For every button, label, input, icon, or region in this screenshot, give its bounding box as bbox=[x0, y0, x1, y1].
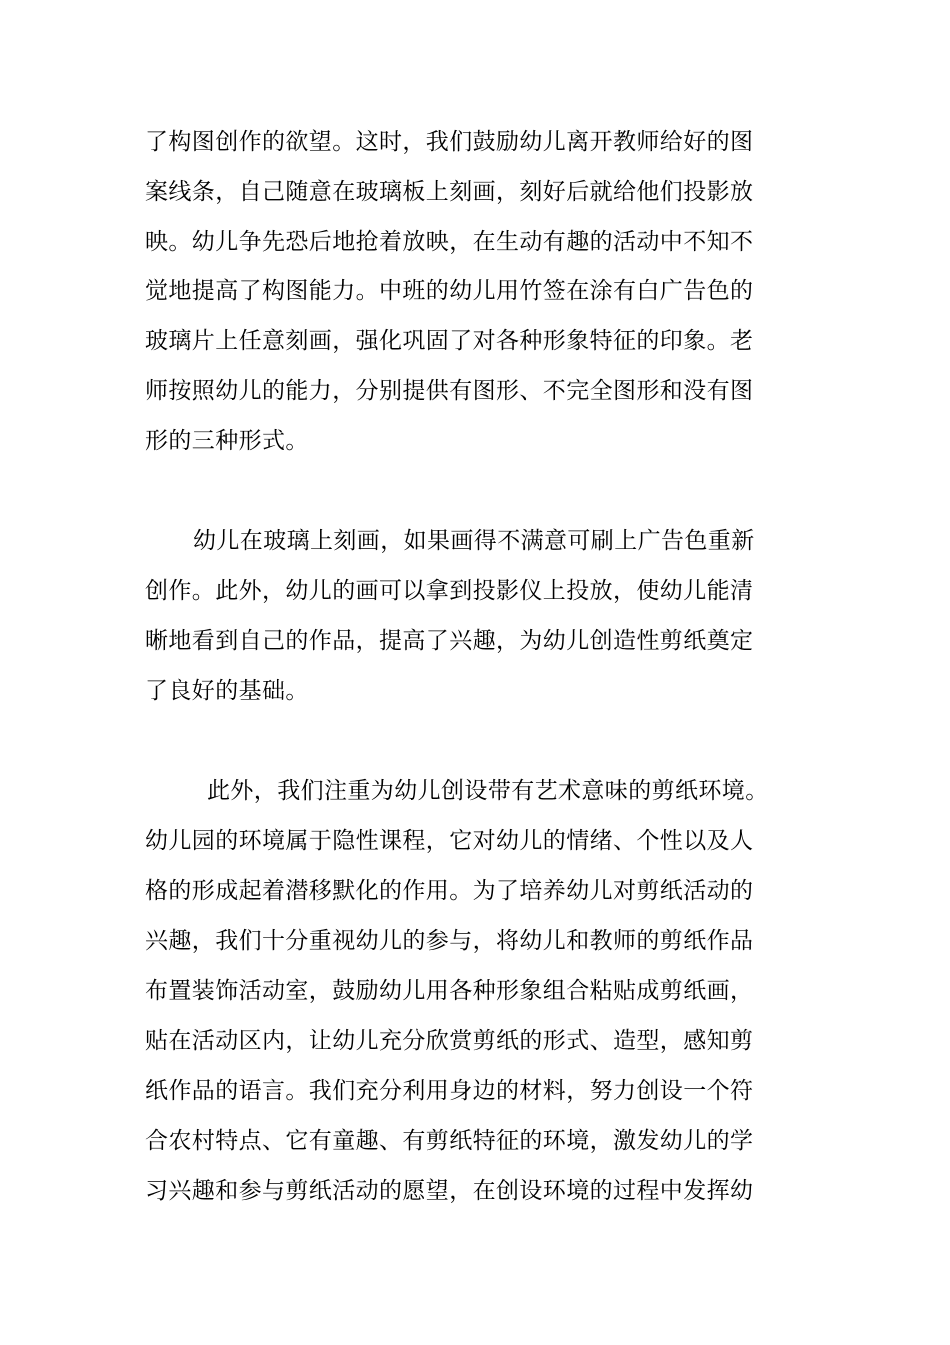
text-line: 晰地看到自己的作品，提高了兴趣，为幼儿创造性剪纸奠定 bbox=[145, 628, 754, 654]
text-line: 觉地提高了构图能力。中班的幼儿用竹签在涂有白广告色的 bbox=[145, 278, 754, 304]
text-line: 合农村特点、它有童趣、有剪纸特征的环境，激发幼儿的学 bbox=[145, 1128, 754, 1154]
text-line: 映。幼儿争先恐后地抢着放映，在生动有趣的活动中不知不 bbox=[145, 229, 754, 255]
text-line: 此外，我们注重为幼儿创设带有艺术意味的剪纸环境。 bbox=[207, 778, 769, 804]
text-line: 纸作品的语言。我们充分利用身边的材料，努力创设一个符 bbox=[145, 1078, 754, 1104]
text-line: 幼儿在玻璃上刻画，如果画得不满意可刷上广告色重新 bbox=[193, 528, 755, 554]
text-line: 贴在活动区内，让幼儿充分欣赏剪纸的形式、造型，感知剪 bbox=[145, 1028, 754, 1054]
text-line: 习兴趣和参与剪纸活动的愿望，在创设环境的过程中发挥幼 bbox=[145, 1178, 754, 1204]
text-line: 格的形成起着潜移默化的作用。为了培养幼儿对剪纸活动的 bbox=[145, 878, 754, 904]
text-line: 幼儿园的环境属于隐性课程，它对幼儿的情绪、个性以及人 bbox=[145, 828, 754, 854]
text-line: 玻璃片上任意刻画，强化巩固了对各种形象特征的印象。老 bbox=[145, 328, 754, 354]
text-line: 了良好的基础。 bbox=[145, 678, 309, 704]
text-line: 形的三种形式。 bbox=[145, 428, 309, 454]
text-line: 兴趣，我们十分重视幼儿的参与，将幼儿和教师的剪纸作品 bbox=[145, 928, 754, 954]
text-line: 创作。此外，幼儿的画可以拿到投影仪上投放，使幼儿能清 bbox=[145, 578, 754, 604]
text-line: 师按照幼儿的能力，分别提供有图形、不完全图形和没有图 bbox=[145, 378, 754, 404]
text-line: 了构图创作的欲望。这时，我们鼓励幼儿离开教师给好的图 bbox=[145, 129, 754, 155]
text-line: 布置装饰活动室，鼓励幼儿用各种形象组合粘贴成剪纸画， bbox=[145, 978, 754, 1004]
text-line: 案线条，自己随意在玻璃板上刻画，刻好后就给他们投影放 bbox=[145, 179, 754, 205]
